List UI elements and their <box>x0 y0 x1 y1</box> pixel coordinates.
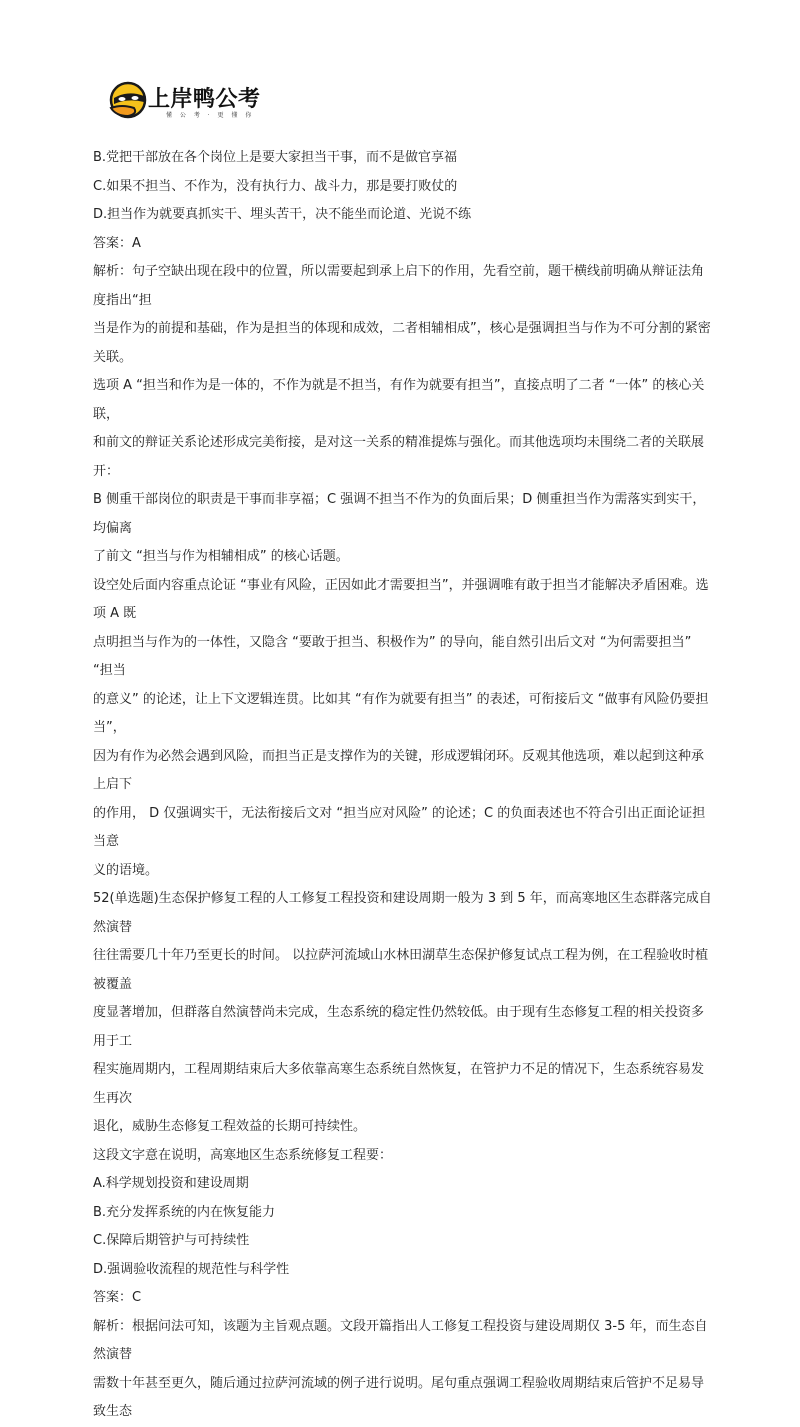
analysis-line: 义的语境。 <box>93 862 159 878</box>
analysis-line: B 侧重干部岗位的职责是干事而非享福；C 强调不担当不作为的负面后果；D 侧重担当作为需落实到实干，均偏离 <box>93 492 706 536</box>
analysis-line: 选项 A “担当和作为是一体的，不作为就是不担当，有作为就要有担当”，直接点明了二者 “一体” 的核心关联， <box>93 378 705 422</box>
analysis-line: 点明担当与作为的一体性，又隐含 “要敢于担当、积极作为” 的导向，能自然引出后文对 “为何需要担当” “担当 <box>93 634 692 678</box>
analysis-line: 解析：根据问法可知，该题为主旨观点题。文段开篇指出人工修复工程投资与建设周期仅 3-5 年，而生态自然演替 <box>93 1318 708 1362</box>
brand-slogan: 懂 公 考 · 更 懂 你 <box>166 112 255 119</box>
option-b: B.党把干部放在各个岗位上是要大家担当干事，而不是做官享福 <box>93 150 458 165</box>
document-body <box>93 144 715 1427</box>
option-c: C.保障后期管护与可持续性 <box>93 1233 250 1248</box>
analysis-line: 的意义” 的论述，让上下文逻辑连贯。比如其 “有作为就要有担当” 的表述，可衔接后文 “做事有风险仍要担当”， <box>93 691 709 735</box>
analysis-line: 解析：句子空缺出现在段中的位置，所以需要起到承上启下的作用，先看空前，题干横线前明确从辩证法角度指出“担 <box>93 264 705 308</box>
analysis-line: 的作用， D 仅强调实干，无法衔接后文对 “担当应对风险” 的论述；C 的负面表述也不符合引出正面论证担当意 <box>93 805 706 849</box>
answer: 答案：A <box>93 235 141 251</box>
question-stem: 程实施周期内，工程周期结束后大多依靠高寒生态系统自然恢复，在管护力不足的情况下，生态系统容易发生再次 <box>93 1062 705 1106</box>
question-stem: 度显著增加，但群落自然演替尚未完成，生态系统的稳定性仍然较低。由于现有生态修复工程的相关投资多用于工 <box>93 1005 705 1049</box>
question-prompt: 这段文字意在说明，高寒地区生态系统修复工程要： <box>93 1147 393 1163</box>
question-stem: 退化，威胁生态修复工程效益的长期可持续性。 <box>93 1119 367 1134</box>
analysis-line: 设空处后面内容重点论证 “事业有风险，正因如此才需要担当”，并强调唯有敢于担当才能解决矛盾困难。选项 A 既 <box>93 577 709 621</box>
analysis-line: 需数十年甚至更久，随后通过拉萨河流域的例子进行说明。尾句重点强调工程验收周期结束后管护不足易导致生态 <box>93 1375 705 1419</box>
option-b: B.充分发挥系统的内在恢复能力 <box>93 1204 276 1220</box>
option-a: A.科学规划投资和建设周期 <box>93 1176 249 1191</box>
analysis-line: 当是作为的前提和基础，作为是担当的体现和成效，二者相辅相成”，核心是强调担当与作为不可分割的紧密关联。 <box>93 321 711 365</box>
analysis-line: 和前文的辩证关系论述形成完美衔接，是对这一关系的精准提炼与强化。而其他选项均未围绕二者的关联展开： <box>93 435 705 479</box>
option-d: D.担当作为就要真抓实干、埋头苦干，决不能坐而论道、光说不练 <box>93 207 472 222</box>
question-stem: 往往需要几十年乃至更长的时间。 以拉萨河流域山水林田湖草生态保护修复试点工程为例，在工程验收时植被覆盖 <box>93 948 709 992</box>
option-c: C.如果不担当、不作为，没有执行力、战斗力，那是要打败仗的 <box>93 178 458 194</box>
analysis-line: 因为有作为必然会遇到风险，而担当正是支撑作为的关键，形成逻辑闭环。反观其他选项，难以起到这种承上启下 <box>93 748 705 792</box>
logo <box>108 78 261 120</box>
brand-name: 上岸鸭公考 <box>148 87 261 112</box>
answer: 答案：C <box>93 1290 142 1305</box>
option-d: D.强调验收流程的规范性与科学性 <box>93 1261 290 1277</box>
question-stem: 52(单选题)生态保护修复工程的人工修复工程投资和建设周期一般为 3 到 5 年，而高寒地区生态群落完成自然演替 <box>93 891 712 935</box>
duck-logo-icon <box>108 78 152 120</box>
analysis-line: 了前文 “担当与作为相辅相成” 的核心话题。 <box>93 549 349 564</box>
